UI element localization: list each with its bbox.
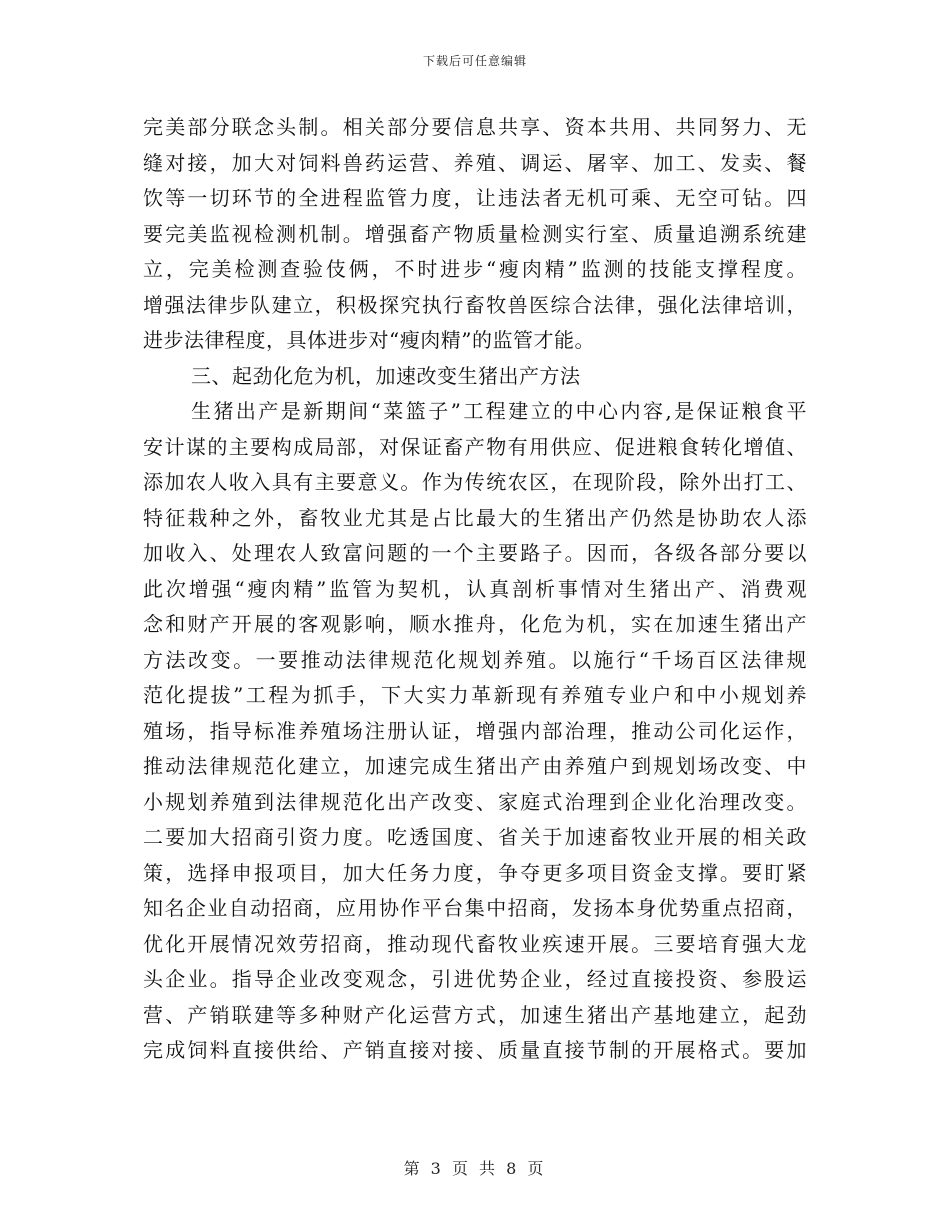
text-line: 进步法律程度，具体进步对“瘦肉精”的监管才能。 (143, 328, 595, 352)
text-line: 三、起劲化危为机，加速改变生猪出产方法 (191, 363, 581, 388)
text-line: 缝对接，加大对饲料兽药运营、养殖、调运、屠宰、加工、发卖、餐 (143, 150, 807, 175)
text-line: 此次增强“瘦肉精”监管为契机，认真剖析事情对生猪出产、消费观 (143, 576, 807, 601)
text-line: 立，完美检测查验伎俩，不时进步“瘦肉精”监测的技能支撑程度。 (143, 257, 807, 281)
text-line: 殖场，指导标准养殖场注册认证，增强内部治理，推动公司化运作， (143, 718, 807, 743)
text-line: 二要加大招商引资力度。吃透国度、省关于加速畜牧业开展的相关政 (143, 825, 807, 849)
page-header: 下载后可任意编辑 (422, 54, 527, 68)
text-line: 策，选择申报项目，加大任务力度，争夺更多项目资金支撑。要盯紧 (143, 860, 807, 885)
text-line: 添加农人收入具有主要意义。作为传统农区，在现阶段，除外出打工、 (143, 470, 807, 494)
text-line: 小规划养殖到法律规范化出产改变、家庭式治理到企业化治理改变。 (143, 789, 807, 814)
text-line: 优化开展情况效劳招商，推动现代畜牧业疾速开展。三要培育强大龙 (143, 931, 807, 956)
text-line: 头企业。指导企业改变观念，引进优势企业，经过直接投资、参股运 (143, 967, 807, 991)
text-line: 方法改变。一要推动法律规范化规划养殖。以施行“千场百区法律规 (143, 647, 807, 672)
text-line: 念和财产开展的客观影响，顺水推舟，化危为机，实在加速生猪出产 (143, 612, 807, 636)
text-line: 推动法律规范化建立，加速完成生猪出产由养殖户到规划场改变、中 (143, 754, 807, 778)
text-line: 加收入、处理农人致富问题的一个主要路子。因而，各级各部分要以 (143, 541, 807, 565)
text-line: 要完美监视检测机制。增强畜产物质量检测实行室、质量追溯系统建 (143, 221, 807, 246)
page-footer: 第 3 页 共 8 页 (403, 1159, 547, 1178)
text-line: 范化提拔”工程为抓手，下大实力革新现有养殖专业户和中小规划养 (143, 683, 807, 707)
text-line: 饮等一切环节的全进程监管力度，让违法者无机可乘、无空可钻。四 (143, 186, 807, 210)
text-line: 生猪出产是新期间“菜篮子”工程建立的中心内容,是保证粮食平 (191, 399, 807, 423)
text-line: 完成饲料直接供给、产销直接对接、质量直接节制的开展格式。要加 (143, 1038, 807, 1062)
text-line: 特征栽种之外，畜牧业尤其是占比最大的生猪出产仍然是协助农人添 (143, 505, 807, 530)
text-line: 知名企业自动招商，应用协作平台集中招商，发扬本身优势重点招商， (143, 896, 807, 920)
text-line: 营、产销联建等多种财产化运营方式，加速生猪出产基地建立，起劲 (143, 1002, 807, 1027)
document-body (143, 110, 807, 1069)
text-line: 完美部分联念头制。相关部分要信息共享、资本共用、共同努力、无 (143, 115, 807, 139)
text-line: 增强法律步队建立，积极探究执行畜牧兽医综合法律，强化法律培训， (143, 292, 807, 317)
text-line: 安计谋的主要构成局部，对保证畜产物有用供应、促进粮食转化增值、 (143, 434, 807, 459)
